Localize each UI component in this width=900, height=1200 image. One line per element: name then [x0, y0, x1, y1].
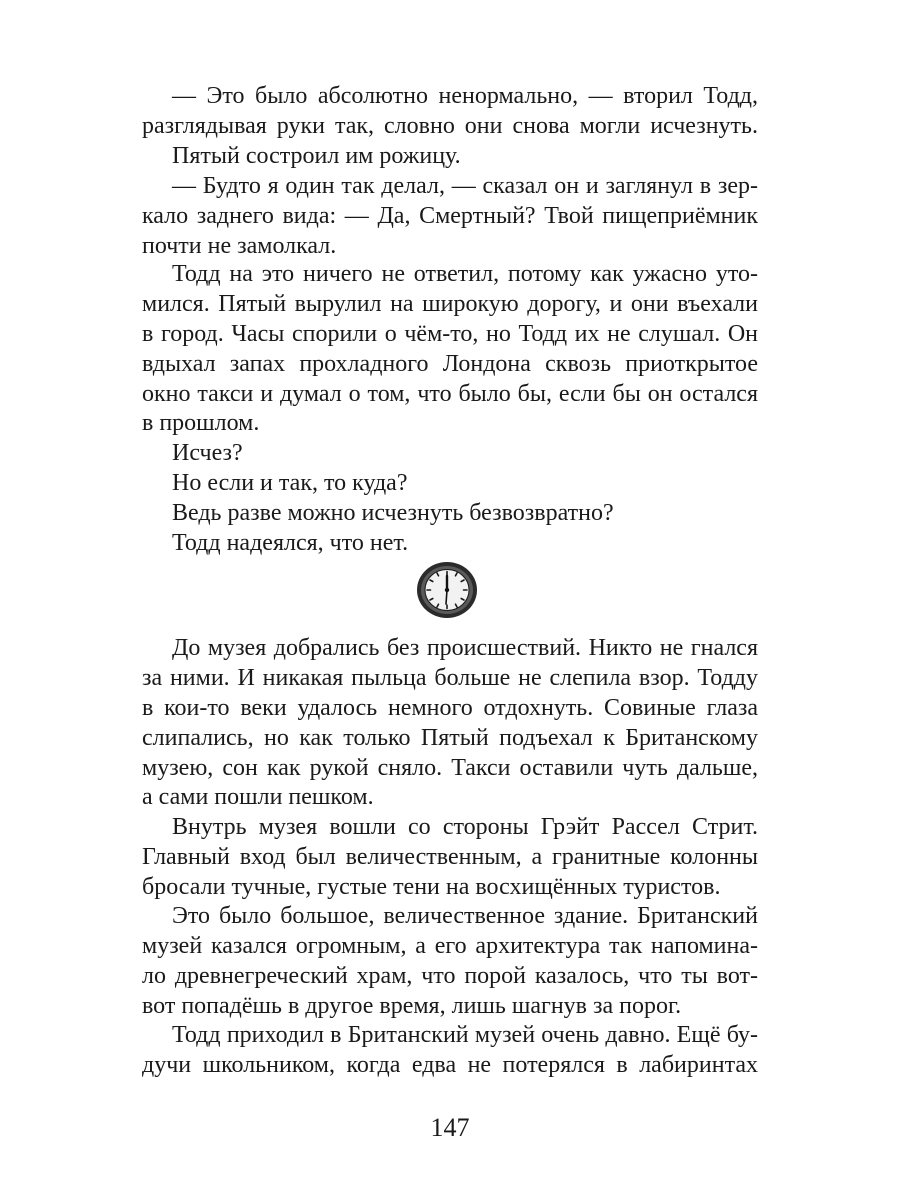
text-line: ло древнегреческий храм, что порой казалось, что ты вот-	[142, 963, 758, 989]
text-line: Это было большое, величественное здание. Британский	[172, 903, 758, 929]
clock-icon	[415, 560, 479, 620]
text-line: вот попадёшь в другое время, лишь шагнув за порог.	[142, 993, 682, 1019]
text-line: Внутрь музея вошли со стороны Грэйт Рассел Стрит.	[172, 814, 758, 840]
text-line: в кои-то веки удалось немного отдохнуть. Совиные глаза	[142, 695, 758, 721]
text-line: Но если и так, то куда?	[172, 470, 408, 496]
text-line: До музея добрались без происшествий. Никто не гнался	[172, 635, 758, 661]
text-line: слипались, но как только Пятый подъехал к Британскому	[142, 725, 758, 751]
page-number: 147	[430, 1113, 470, 1142]
text-line: почти не замолкал.	[142, 233, 337, 259]
text-line: Ведь разве можно исчезнуть безвозвратно?	[172, 500, 614, 526]
text-line: бросали тучные, густые тени на восхищённых туристов.	[142, 874, 721, 900]
text-line: окно такси и думал о том, что было бы, если бы он остался	[142, 381, 758, 407]
text-line: в прошлом.	[142, 410, 260, 436]
text-line: — Будто я один так делал, — сказал он и заглянул в зер-	[172, 173, 758, 199]
text-line: мился. Пятый вырулил на широкую дорогу, и они въехали	[142, 291, 758, 317]
text-line: вдыхал запах прохладного Лондона сквозь приоткрытое	[142, 351, 758, 377]
text-line: музею, сон как рукой сняло. Такси оставили чуть дальше,	[142, 755, 758, 781]
text-line: — Это было абсолютно ненормально, — вторил Тодд,	[172, 83, 758, 109]
text-line: Тодд надеялся, что нет.	[172, 530, 409, 556]
text-line: Главный вход был величественным, а гранитные колонны	[142, 844, 758, 870]
text-line: кало заднего вида: — Да, Смертный? Твой пищеприёмник	[142, 203, 758, 229]
text-line: в город. Часы спорили о чём-то, но Тодд их не слушал. Он	[142, 321, 758, 347]
text-line: Тодд приходил в Британский музей очень давно. Ещё бу-	[172, 1022, 758, 1048]
text-line: Исчез?	[172, 440, 243, 466]
text-line: Пятый состроил им рожицу.	[172, 143, 461, 169]
text-line: дучи школьником, когда едва не потерялся в лабиринтах	[142, 1052, 758, 1078]
text-line: а сами пошли пешком.	[142, 784, 374, 810]
text-line: за ними. И никакая пыльца больше не слепила взор. Тодду	[142, 665, 758, 691]
text-line: музей казался огромным, а его архитектура так напомина-	[142, 933, 758, 959]
text-line: Тодд на это ничего не ответил, потому как ужасно уто-	[172, 261, 758, 287]
text-line: разглядывая руки так, словно они снова могли исчезнуть.	[142, 113, 758, 139]
clock-icon-svg	[415, 560, 479, 620]
